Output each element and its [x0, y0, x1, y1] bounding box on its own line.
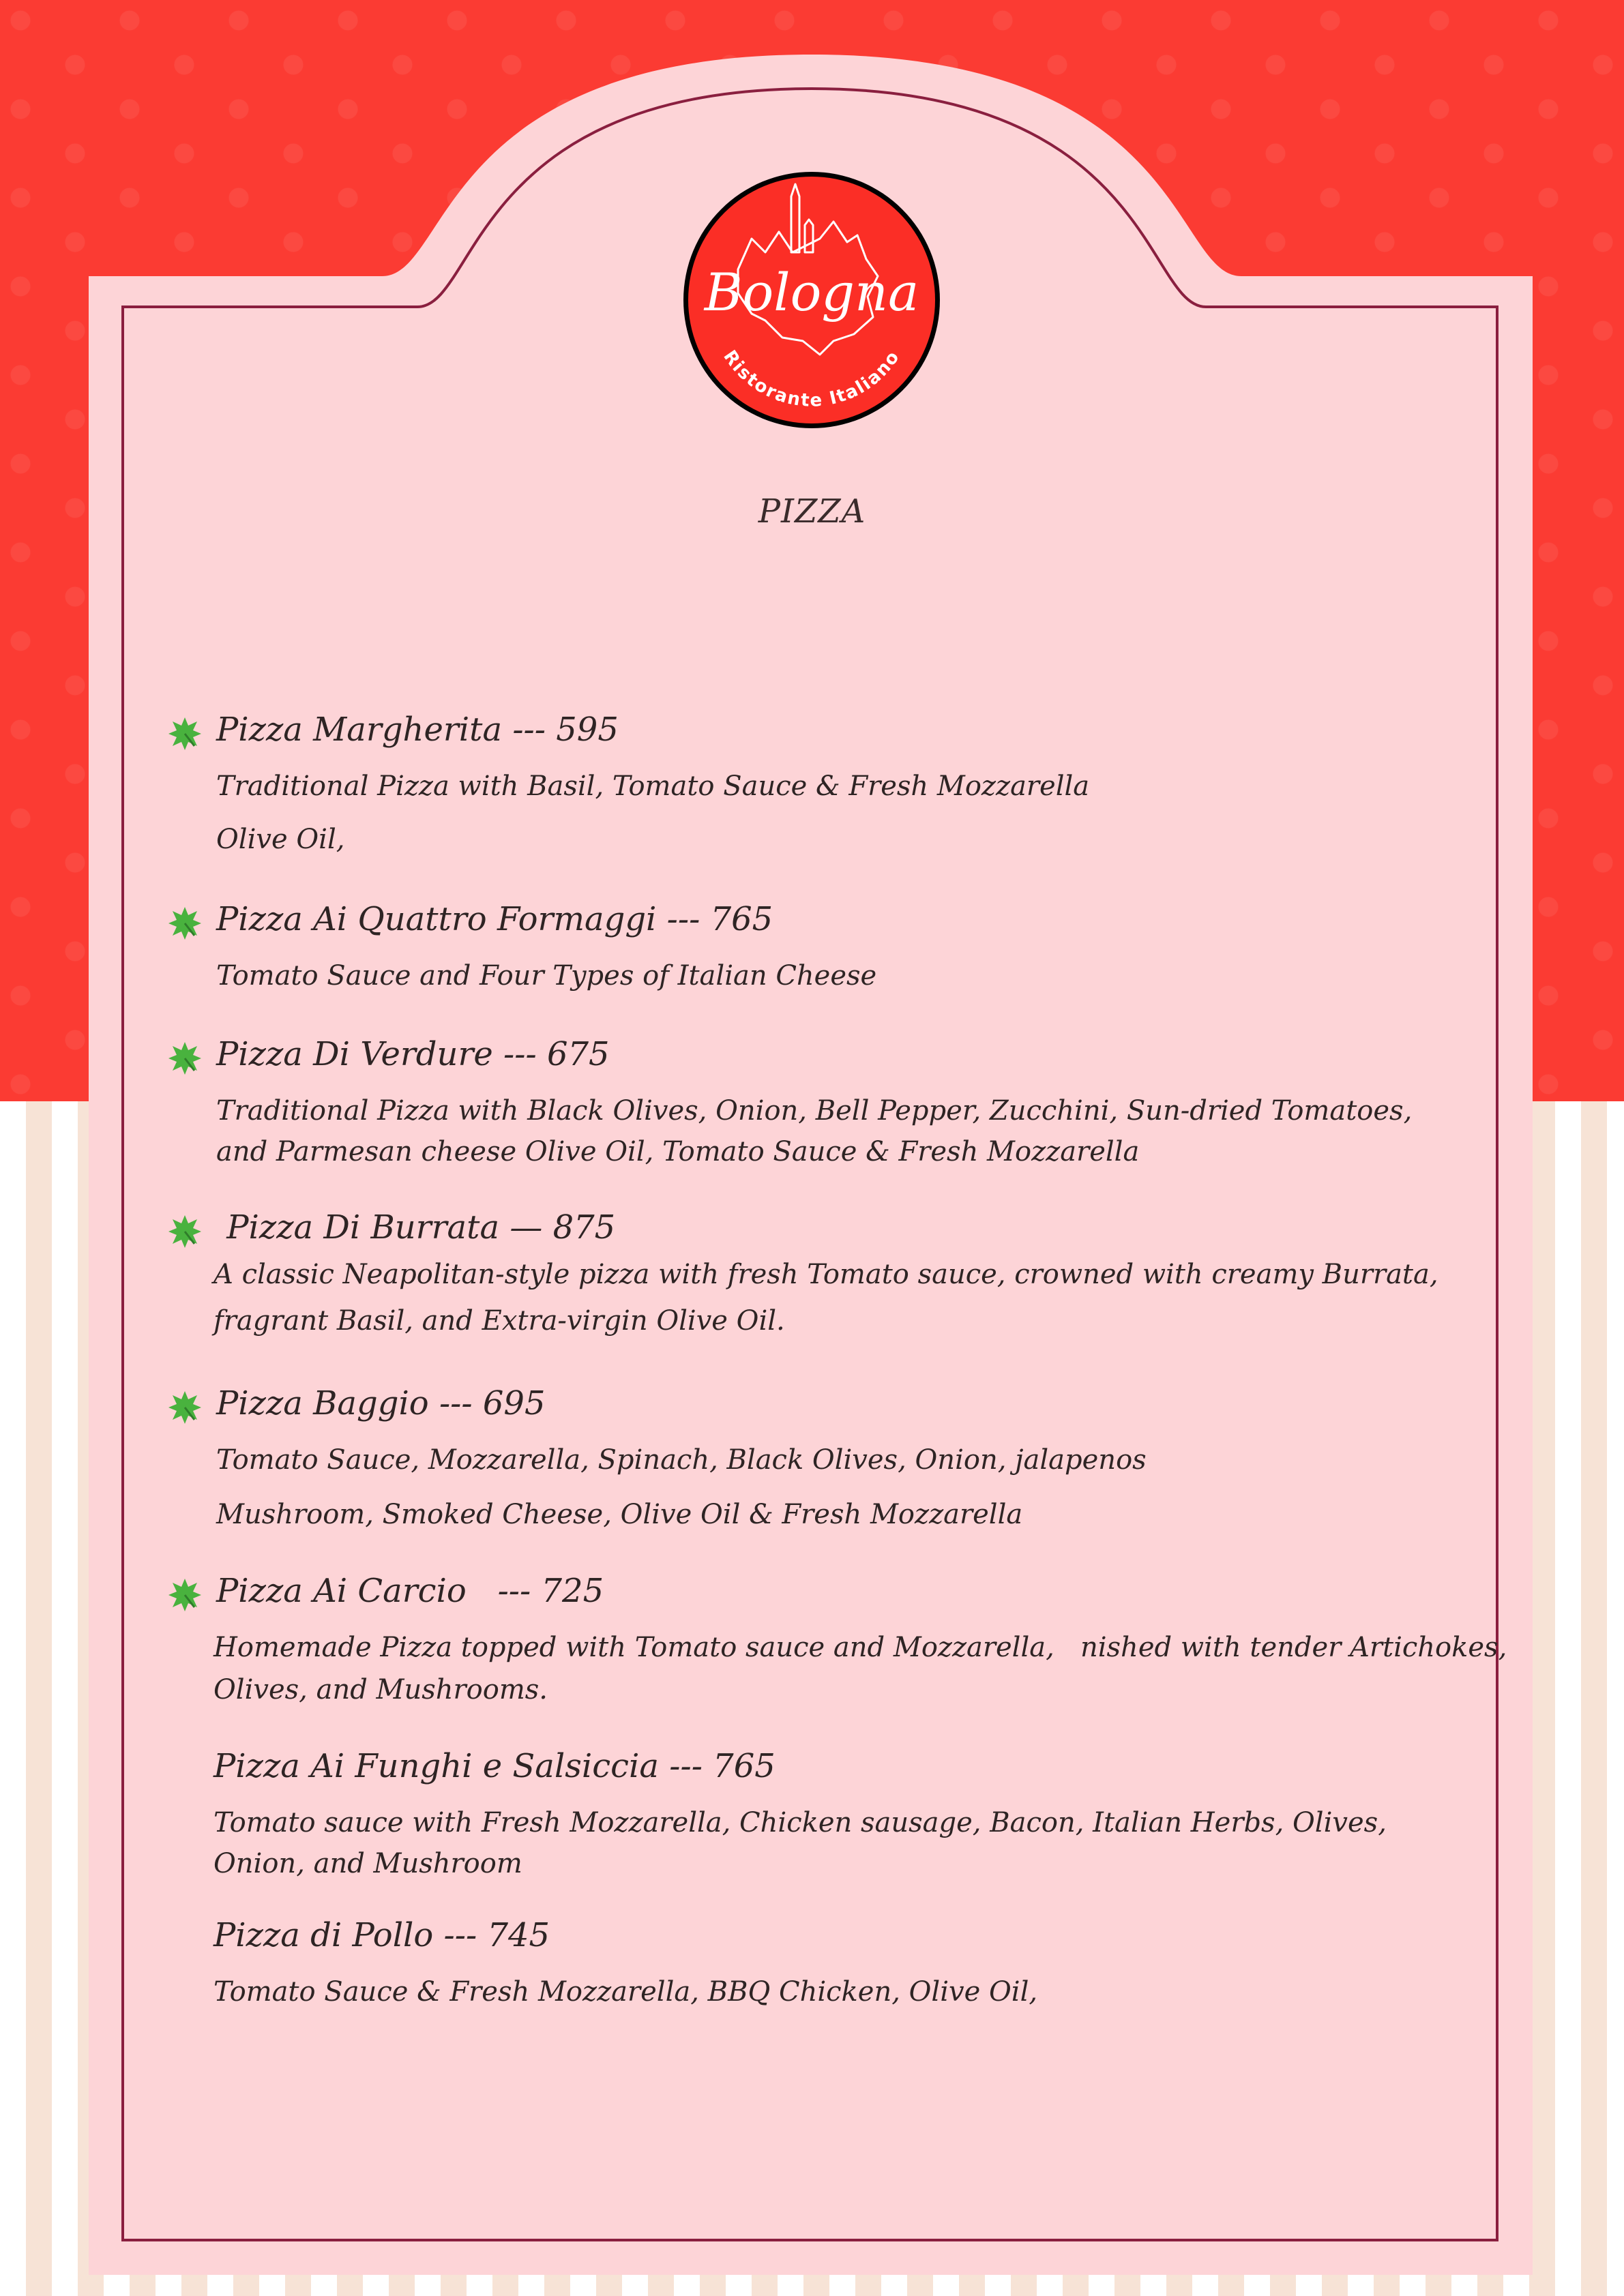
item-description: Tomato sauce with Fresh Mozzarella, Chicken sausage, Bacon, Italian Herbs, Olives, [213, 1807, 1387, 1838]
logo-brand-text: Bologna [704, 262, 919, 323]
item-title: Pizza di Pollo --- 745 [213, 1916, 550, 1954]
leaf-icon [167, 1041, 203, 1076]
leaf-icon [167, 1214, 203, 1249]
item-description: Tomato Sauce and Four Types of Italian Cheese [216, 960, 877, 992]
item-description: Homemade Pizza topped with Tomato sauce and Mozzarella, nished with tender Artichokes, [213, 1632, 1507, 1663]
item-title: Pizza Di Verdure --- 675 [216, 1035, 610, 1073]
item-description: Traditional Pizza with Basil, Tomato Sauce & Fresh Mozzarella [216, 771, 1090, 802]
section-title: PIZZA [758, 492, 866, 531]
leaf-icon [167, 716, 203, 751]
item-title: Pizza Margherita --- 595 [216, 711, 619, 749]
item-title: Pizza Ai Funghi e Salsiccia --- 765 [213, 1747, 776, 1785]
item-description: Tomato Sauce, Mozzarella, Spinach, Black Olives, Onion, jalapenos [216, 1444, 1147, 1476]
item-title: Pizza Di Burrata — 875 [216, 1208, 616, 1247]
item-description: Olives, and Mushrooms. [213, 1674, 548, 1705]
item-description: Olive Oil, [216, 824, 345, 855]
leaf-icon [167, 906, 203, 941]
item-description: Onion, and Mushroom [213, 1848, 522, 1879]
item-description: Mushroom, Smoked Cheese, Olive Oil & Fresh Mozzarella [216, 1499, 1023, 1530]
item-title: Pizza Ai Quattro Formaggi --- 765 [216, 900, 773, 938]
item-description: fragrant Basil, and Extra-virgin Olive Oil. [213, 1305, 785, 1337]
item-description: and Parmesan cheese Olive Oil, Tomato Sauce & Fresh Mozzarella [216, 1136, 1140, 1167]
leaf-icon [167, 1390, 203, 1425]
item-description: Tomato Sauce & Fresh Mozzarella, BBQ Chicken, Olive Oil, [213, 1976, 1038, 2008]
item-title: Pizza Ai Carcio --- 725 [216, 1572, 604, 1610]
restaurant-logo [649, 157, 974, 443]
item-title: Pizza Baggio --- 695 [216, 1384, 546, 1422]
leaf-icon [167, 1577, 203, 1613]
logo-tagline: Ristorante Italiano [719, 346, 904, 411]
item-description: Traditional Pizza with Black Olives, Onion, Bell Pepper, Zucchini, Sun-dried Tomatoes, [216, 1095, 1413, 1127]
item-description: A classic Neapolitan-style pizza with fresh Tomato sauce, crowned with creamy Burrata, [213, 1259, 1438, 1290]
